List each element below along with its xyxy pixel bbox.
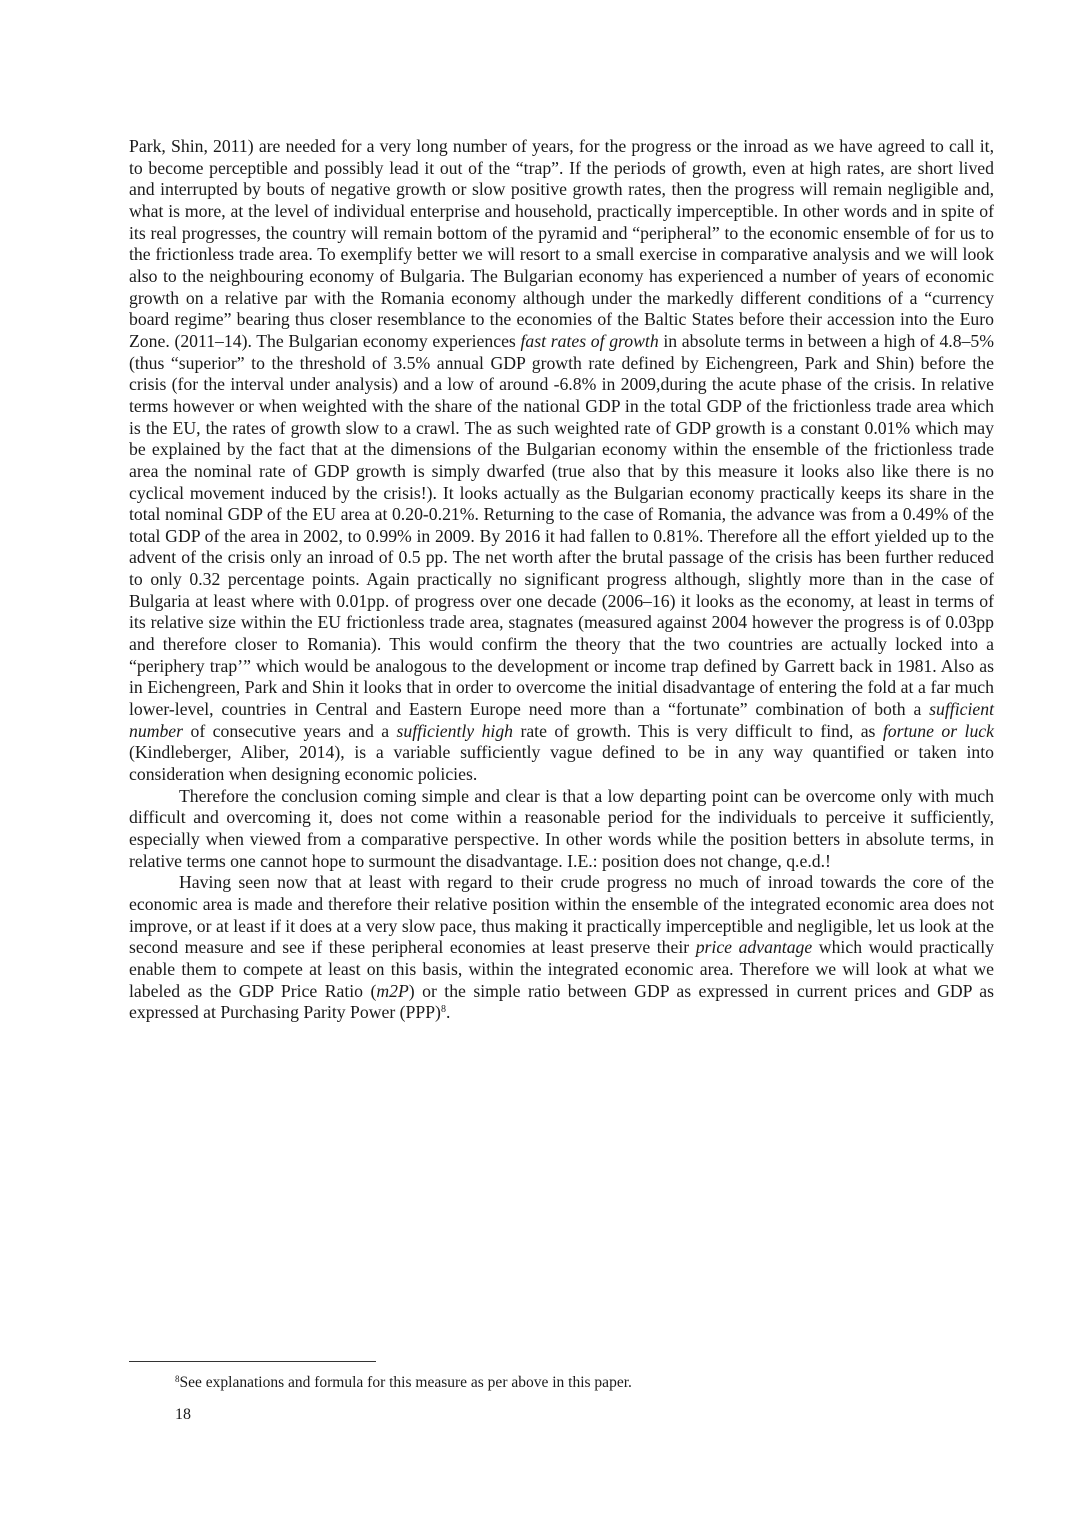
text-run: ) or the simple ratio between GDP as expressed in current prices and GDP as expressed at Purchasing Parity Power (PPP) (129, 980, 994, 1023)
text-run: which would practically enable them to compete at least on this basis, within the integrated economic area. Therefore we will look at what we labeled as the GDP Price Ratio ( (129, 937, 994, 1001)
text-run: . (445, 1002, 451, 1023)
paragraph (129, 136, 994, 786)
paragraph (129, 786, 994, 873)
emphasis: price advantage (695, 937, 813, 958)
emphasis: fortune or luck (882, 720, 995, 741)
text-run: Park, Shin, 2011) are needed for a very long number of years, for the progress or the inroad as we have agreed to call it, to become perceptible and possibly lead it out of the “trap”. If the periods of growth, even at high rates, are short lived and interrupted by bouts of negative growth or slow positive growth rates, then the progress will remain negligible and, what is more, at the level of individual enterprise and household, practically imperceptible. In other words and in spite of its real progresses, the country will remain bottom of the pyramid and “peripheral” to the economic ensemble of for us to the frictionless trade area. To exemplify better we will resort to a small exercise in comparative analysis and we will look also to the neighbouring economy of Bulgaria. The Bulgarian economy has experienced a number of years of economic growth on a relative par with the Romania economy although under the markedly different conditions of a “currency board regime” bearing thus closer resemblance to the economies of the Baltic States before their accession into the Euro Zone. (2011–14). The Bulgarian economy experiences (129, 136, 994, 351)
footnote-text: See explanations and formula for this measure as per above in this paper. (179, 1374, 632, 1391)
text-run: in absolute terms in between a high of 4.8–5% (thus “superior” to the threshold of 3.5% annual GDP growth rate defined by Eichengreen, Park and Shin) before the crisis (for the interval under analysis) and a low of around -6.8% in 2009,during the acute phase of the crisis. In relative terms however or when weighted with the share of the national GDP in the total GDP of the frictionless trade area which is the EU, the rates of growth slow to a crawl. The as such weighted rate of GDP growth is a constant 0.01% which may be explained by the fact that at the dimensions of the Bulgarian economy within the ensemble of the frictionless trade area the nominal rate of GDP growth is simply dwarfed (true also that by this measure it looks also like there is no cyclical movement induced by the crisis!). It looks actually as the Bulgarian economy practically keeps its share in the total nominal GDP of the EU area at 0.20-0.21%. Returning to the case of Romania, the advance was from a 0.49% of the total GDP of the area in 2002, to 0.99% in 2009. By 2016 it had fallen to 0.81%. Therefore all the effort yielded up to the advent of the crisis only an inroad of 0.5 pp. The net worth after the brutal passage of the crisis has been further reduced to only 0.32 percentage points. Again practically no significant progress although, slightly more than in the case of Bulgaria at least where with 0.01pp. of progress over one decade (2006–16) it looks as the economy, at least in terms of its relative size within the EU frictionless trade area, stagnates (measured against 2004 however the progress is of 0.03pp and therefore closer to Romania). This would confirm the theory that the two countries are actually locked into a “periphery trap’” which would be analogous to the development or income trap defined by Garrett back in 1981. Also as in Eichengreen, Park and Shin it looks that in order to overcome the initial disadvantage of entering the fold at a far much lower-level, countries in Central and Eastern Europe need more than a “fortunate” combination of both a (129, 330, 994, 720)
text-run: Having seen now that at least with regard to their crude progress no much of inroad towards the core of the economic area is made and therefore their relative position within the ensemble of the integrated economic area does not improve, or at least if it does at a very slow pace, thus making it practically imperceptible and negligible, let us look at the second measure and see if these peripheral economies at least preserve their (129, 872, 994, 958)
emphasis: m2P (376, 980, 409, 1001)
footnote-reference: 8 (440, 1004, 446, 1016)
footnote (175, 1373, 995, 1393)
body-text (129, 136, 994, 1024)
text-run: rate of growth. This is very difficult to find, as (513, 720, 883, 741)
text-run: Therefore the conclusion coming simple and clear is that a low departing point can be overcome only with much difficult and overcoming it, does not come within a reasonable period for the individuals to perceive it sufficiently, especially when viewed from a comparative perspective. In other words while the position betters in absolute terms, in relative terms one cannot hope to surmount the disadvantage. I.E.: position does not change, q.e.d.! (129, 785, 994, 871)
paragraph (129, 872, 994, 1024)
footnote-marker: 8 (175, 1374, 180, 1384)
emphasis: fast rates of growth (520, 330, 659, 351)
page-number: 18 (175, 1406, 191, 1423)
emphasis: sufficiently high (396, 720, 514, 741)
text-run: of consecutive years and a (183, 720, 397, 741)
emphasis: sufficient number (129, 699, 994, 741)
footnote-separator (129, 1361, 376, 1362)
text-run: (Kindleberger, Aliber, 2014), is a variable sufficiently vague defined to be in any way quantified or taken into consideration when designing economic policies. (129, 742, 994, 785)
